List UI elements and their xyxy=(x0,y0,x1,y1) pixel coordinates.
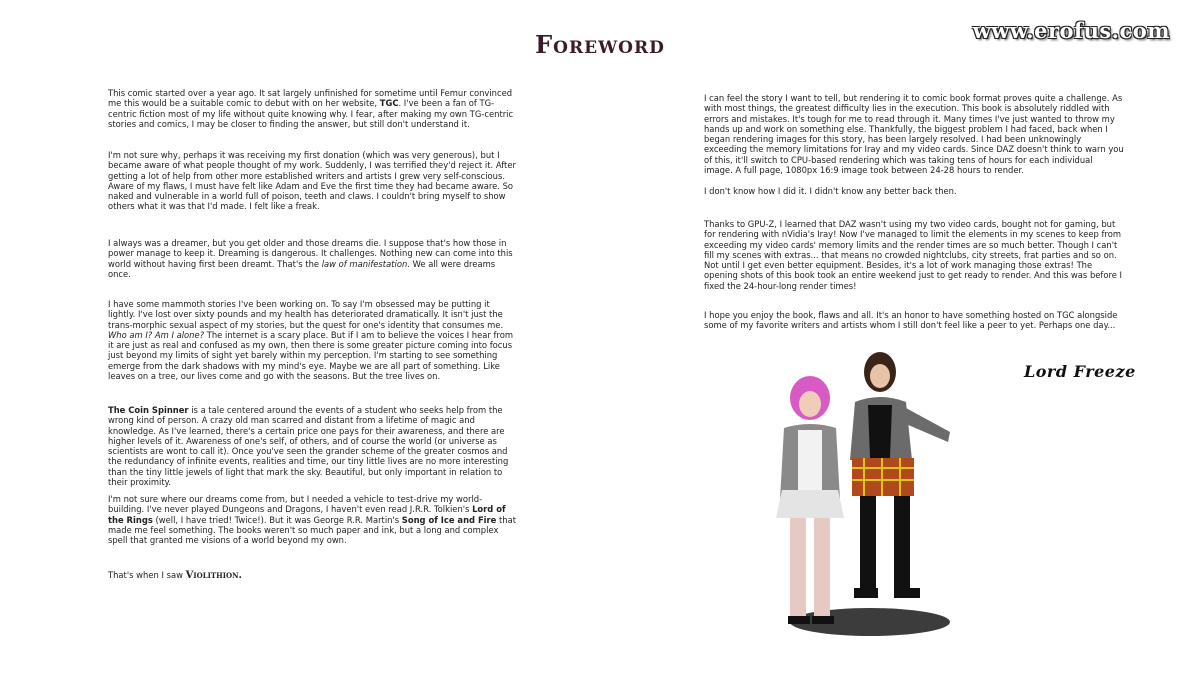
text: That's when I saw xyxy=(108,570,186,580)
text: is a tale centered around the events of a student who seeks help from the wrong kind of person. A crazy old man scarred and distant from a lifetime of magic and knowledge. As I've learned, there's a certain price one pays for their awareness, and there are higher levels of it. Awareness of one's self, of others, and of course the world (or universe as scientists are wont to call it). Once you've seen the grander scheme of the greater cosmos and the redundancy of infinite events, realities and time, our tiny little lives are no more interesting than the tiny little jewels of light that mark the sky. Beautiful, but only important in relation to their proximity. xyxy=(108,405,509,488)
text: . I've been a fan of TG-centric fiction most of my life without quite knowing why. I fear, after making my own TG-centric stories and comics, I may be closer to finding the answer, but still don't understand it. xyxy=(108,98,514,129)
paragraph-1 xyxy=(108,88,518,129)
bold-text: The Coin Spinner xyxy=(108,405,189,415)
italic-text: Who am I? Am I alone? xyxy=(108,329,205,340)
text: This comic started over a year ago. It sat largely unfinished for sometime until Femur convinced me this would be a suitable comic to debut with on her website, xyxy=(108,88,513,109)
bold-text: Lord of the Rings xyxy=(108,504,506,525)
paragraph-8: I can feel the story I want to tell, but rendering it to comic book format proves quite a challenge. As with most things, the greatest difficulty lies in the execution. This book is absolutely riddled with errors and mistakes. It's tough for me to read through it. Many times I've just wanted to throw my hands up and work on something else. Thankfully, the biggest problem I had faced, back when I began rendering images for this story, has been largely resolved. I had been unknowingly exceeding the memory limitations for Iray and my video cards. Since DAZ doesn't think to warn you of this, it'll switch to CPU-based rendering which was taking tens of hours for each individual image. A full page, 1080px 16:9 image took between 24-28 hours to render. xyxy=(704,93,1124,176)
paragraph-5 xyxy=(108,405,518,487)
paragraph-7 xyxy=(108,570,518,581)
character-illustration xyxy=(760,350,980,650)
paragraph-6 xyxy=(108,494,518,545)
text: The internet is a scary place. But if I am to believe the voices I hear from it are just as real and confused as my own, then there is some greater picture coming into focus just beyond my limits of sight yet barely within my perception. I'm starting to see something emerge from the dark shadows with my mind's eye. Maybe we are all part of something. Like leaves on a tree, our lives come and go with the seasons. But the tree lives on. xyxy=(108,329,513,382)
paragraph-4 xyxy=(108,299,518,381)
watermark: www.erofus.com xyxy=(972,18,1170,43)
figure-front xyxy=(776,376,844,624)
text: . We all were dreams once. xyxy=(108,258,496,279)
figure-back xyxy=(850,352,950,598)
paragraph-3 xyxy=(108,238,518,279)
text: that made me feel something. The books weren't so much paper and ink, but a long and complex spell that granted me visions of a world beyond my own. xyxy=(108,514,517,546)
bold-text: TGC xyxy=(379,98,399,109)
paragraph-9: I don't know how I did it. I didn't know any better back then. xyxy=(704,186,957,196)
author-signature: Lord Freeze xyxy=(1024,362,1136,381)
text: I'm not sure where our dreams come from, but I needed a vehicle to test-drive my world-building. I've never played Dungeons and Dragons, I haven't even read J.R.R. Tolkien's xyxy=(108,494,483,515)
text: I always was a dreamer, but you get older and those dreams die. I suppose that's how those in power manage to keep it. Dreaming is dangerous. It challenges. Nothing new can come into this world without having first been dreamt. That's the xyxy=(108,238,513,269)
paragraph-10: Thanks to GPU-Z, I learned that DAZ wasn't using my two video cards, bought not for gaming, but for rendering with nVidia's Iray! Now I've managed to limit the elements in my scenes to keep from exceeding my video cards' memory limits and the render times are so much better. Though I can't fill my scenes with extras... that means no crowded nightclubs, city streets, frat parties and so on. Not until I get even better equipment. Besides, it's a lot of work managing those extras! The opening shots of this book took an entire weekend just to get ready to render. And this was before I fixed the 24-hour-long render times! xyxy=(704,219,1123,291)
italic-text: law of manifestation xyxy=(321,258,408,269)
text: I have some mammoth stories I've been working on. To say I'm obsessed may be putting it lightly. I've lost over sixty pounds and my health has deteriorated dramatically. It isn't just the trans-morphic sexual aspect of my stories, but the quest for one's identity that consumes me. xyxy=(108,299,504,330)
page-title: Foreword xyxy=(535,30,665,59)
bold-text: Song of Ice and Fire xyxy=(401,514,497,525)
paragraph-2: I'm not sure why, perhaps it was receiving my first donation (which was very generous), but I became aware of what people thought of my work. Suddenly, I was terrified they'd reject it. After getting a lot of help from other more established writers and artists I grew very self-conscious. Aware of my flaws, I must have felt like Adam and Eve the first time they had became aware. So naked and vulnerable in a world full of poison, teeth and claws. I couldn't bring myself to show others what it was that I'd made. I felt like a freak. xyxy=(108,150,516,212)
text: (well, I have tried! Twice!). But it was George R.R. Martin's xyxy=(152,514,402,525)
paragraph-11: I hope you enjoy the book, flaws and all. It's an honor to have something hosted on TGC alongside some of my favorite writers and artists whom I still don't feel like a peer to yet. Perhaps one day... xyxy=(704,310,1118,331)
world-name: Violithion. xyxy=(185,570,242,581)
